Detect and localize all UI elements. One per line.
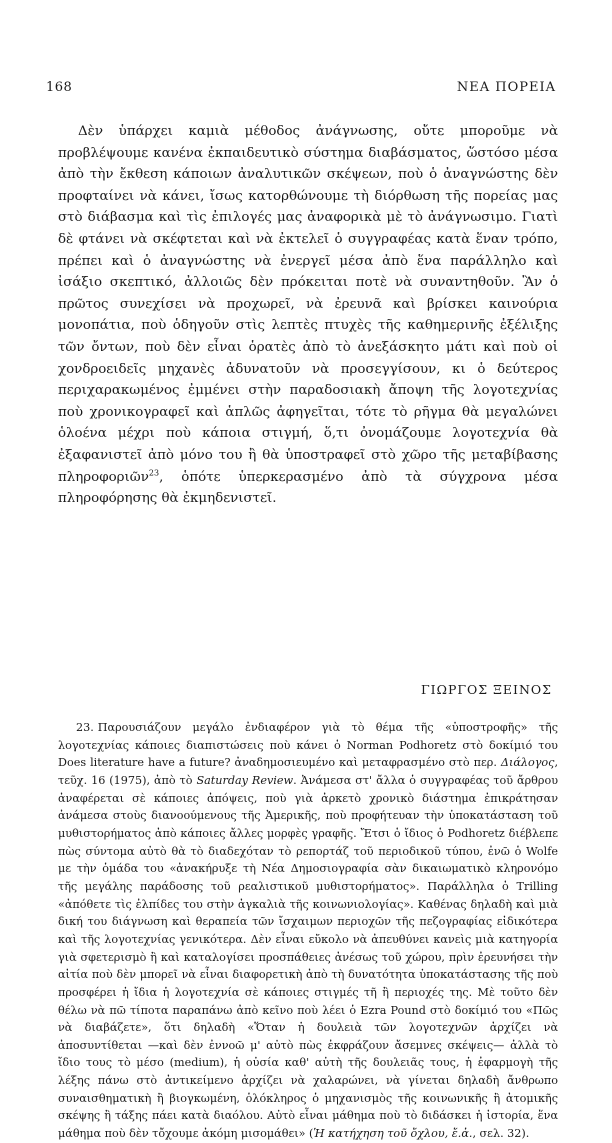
footnote-text-3: . Ἀνάμεσα στ' ἄλλα ὁ συγγραφέας τοῦ ἄρθρου ἀναφέρεται σὲ κάποιες ἀπόψεις, ποὺ γιὰ ἀρκετὸ χρονικὸ διάστημα ἐπικράτησαν ἀνάμεσα στοὺς διανοούμενους τῆς Ἀμερικῆς, ποὺ προφήτευαν τὴν ὑποκατάσταση τοῦ μυθιστορήματος ἀπὸ κάποιες ἄλλες μορφὲς γραφῆς. Ἔτσι ὁ ἴδιος ὁ Podhoretz διέβλεπε πὼς σύντομα αὐτὸ θὰ τὸ διαδεχόταν τὸ ρεπορτάζ τοῦ περιοδικοῦ τύπου, ἐνῶ ὁ Wolfe με τὴν ὁμάδα του «ἀνακήρυξε τὴ Νέα Δημοσιογραφία σὰν δικαιωματικὸ κληρονόμο τῆς μεγάλης παράδοσης τοῦ ρεαλιστικοῦ μυθιστορήματος». Παράλληλα ὁ Trilling «ἀπόθετε τὶς ἐλπίδες του στὴν ἀγκαλιὰ τῆς κοινωνιολογίας». Καθένας δηλαδὴ καὶ μιὰ δική του διάγνωση καὶ θεραπεία τῶν ἴσχαιμων περιοχῶν τῆς πεζογραφίας εἰδικότερα καὶ τῆς λογοτεχνίας γενικότερα. Δὲν εἶναι εὔκολο νὰ ἀπευθύνει κανεὶς μιὰ κατηγορία γιὰ σφετερισμὸ ἢ καὶ καταλογίσει προσπάθειες ἀνέσως τοῦ χώρου, πρὶν ἐρευνήσει τὴν αἰτία ποὺ δὲν μπορεῖ νὰ εἶναι διαφορετικὴ ἀπὸ τὴ δυνατότητα ὑποκατάστασης τῆς ποὺ προσφέρει ἡ ἴδια ἡ λογοτεχνία σὲ κάποιες στιγμές τῆ ἢ περιοχές της. Μὲ τοῦτο δὲν θέλω νὰ πῶ τίποτα παραπάνω ἀπὸ κεῖνο ποὺ λέει ὁ Ezra Pound στὸ δοκίμιό του «Πῶς νὰ διαβάζετε», ὅτι δηλαδὴ «Ὅταν ἡ δουλειὰ τῶν λογοτεχνῶν ἀρχίζει νὰ ἀποσυντίθεται —καὶ δὲν ἐννοῶ μ' αὐτὸ πὼς ἐκφράζουν ἄσεμνες σκέψεις— ἀλλὰ τὸ ἴδιο τους τὸ μέσο (medium), ἡ οὐσία καθ' αὐτὴ τῆς δουλειᾶς τους, ἡ ἐφαρμογὴ τῆς λέξης πάνω στὸ ἀντικείμενο ἀρχίζει νὰ χαλαρώνει, νὰ γίνεται δηλαδὴ ἄνθρωπο συναισθηματικὴ ἢ βιογκωμένη, ὁλόκληρος ὁ μηχανισμὸς τῆς κοινωνικῆς ἢ ἀτομικῆς σκέψης ἢ τάξης πάει κατὰ διαόλου. Αὐτὸ εἶναι μάθημα ποὺ τὸ διδάσκει ἡ ἱστορία, ἕνα μάθημα ποὺ δὲν τὄχουμε ἀκόμη μισομάθει» ( <box>58 773 558 1141</box>
body-text-before-note: Δὲν ὑπάρχει καμιὰ μέθοδος ἀνάγνωσης, οὔτε μποροῦμε νὰ προβλέψουμε κανένα ἐκπαιδευτικὸ σύστημα διαβάσματος, ὥστόσο μέσα ἀπὸ τὴν ἔκθεση κάποιων ἀναλυτικῶν σκέψεων, ποὺ ὁ ἀναγνώστης δὲν προφταίνει νὰ κάνει, ἴσως κατορθώνουμε τὴ διόρθωση τῆς πορείας μας στὸ διάβασμα καὶ τὶς ἐπιλογές μας ἀναφορικὰ μὲ τὸ ἀνάγνωσιμο. Γιατὶ δὲ φτάνει νὰ σκέφτεται καὶ νὰ ἐκτελεῖ ὁ συγγραφέας κατὰ ἕναν τρόπο, πρέπει καὶ ὁ ἀναγνώστης νὰ ἐνεργεῖ μέσα ἀπὸ ἕνα παράλληλο καὶ ἰσάξιο σκεπτικό, ἀλλοιῶς δὲν πρόκειται ποτὲ νὰ συναντηθοῦν. Ἂν ὁ πρῶτος συνεχίσει νὰ προχωρεῖ, νὰ ἐρευνᾶ καὶ βρίσκει καινούρια μονοπάτια, ποὺ ὁδηγοῦν στὶς λεπτὲς πτυχὲς τῆς καθημερινῆς ἐξέλιξης τῶν ὄντων, ποὺ δὲν εἶναι ὁρατὲς ἀπὸ τὸ ἀνεξάσκητο μάτι καὶ ποὺ οἱ χονδροειδεῖς μηχανὲς ἀδυνατοῦν νὰ προσεγγίσουν, κι ὁ δεύτερος περιχαρακωμένος ἐμμένει στὴν παραδοσιακὴ ἄποψη τῆς λογοτεχνίας ποὺ χρονικογραφεῖ καὶ ἁπλῶς ἀφηγεῖται, τότε τὸ ρῆγμα θὰ μεγαλώνει ὁλοένα μέχρι ποὺ κάποια στιγμή, ὅ,τι ὀνομάζουμε λογοτεχνία θὰ ἐξαφανιστεῖ ἀπὸ μόνο του ἢ θὰ ὑποστραφεῖ στὸ χῶρο τῆς μεταβίβασης πληροφοριῶν <box>58 124 558 485</box>
footnote-text-1: Παρουσιάζουν μεγάλο ἐνδιαφέρον γιὰ τὸ θέμα τῆς «ὑποστροφῆς» τῆς λογοτεχνίας κάποιες διαπιστώσεις ποὺ κάνει ὁ Norman Podhoretz στὸ δοκίμιό του Does literature have a future? ἀναδημοσιευμένο καὶ μεταφρασμένο στὸ περ. <box>58 721 558 770</box>
running-title: ΝΕΑ ΠΟΡΕΙΑ <box>456 80 556 95</box>
body-text-after-note: , ὁπότε ὑπερκερασμένο ἀπὸ τὰ σύγχρονα μέσα πληροφόρησης θὰ ἐκμηδενιστεῖ. <box>58 469 558 507</box>
magazine-name: Saturday Review <box>196 773 294 787</box>
journal-name: Διάλογος <box>500 756 555 770</box>
footnote-block <box>58 719 558 1143</box>
page-number: 168 <box>46 80 73 95</box>
main-paragraph <box>58 121 558 510</box>
author-signature: ΓΙΩΡΓΟΣ ΞΕΙΝΟΣ <box>421 682 552 697</box>
footnote-text-4: , σελ. 32). <box>472 1127 530 1141</box>
footnote-paragraph <box>58 719 558 1143</box>
body-paragraph <box>58 121 558 510</box>
footnote-text-2: , τεῦχ. 16 (1975), ἀπὸ τὸ <box>58 756 558 787</box>
book-title: Ἡ κατήχηση τοῦ ὄχλου, ἔ.ἀ. <box>313 1127 473 1141</box>
footnote-number: 23. <box>76 721 94 734</box>
footnote-reference: 23 <box>148 468 160 478</box>
